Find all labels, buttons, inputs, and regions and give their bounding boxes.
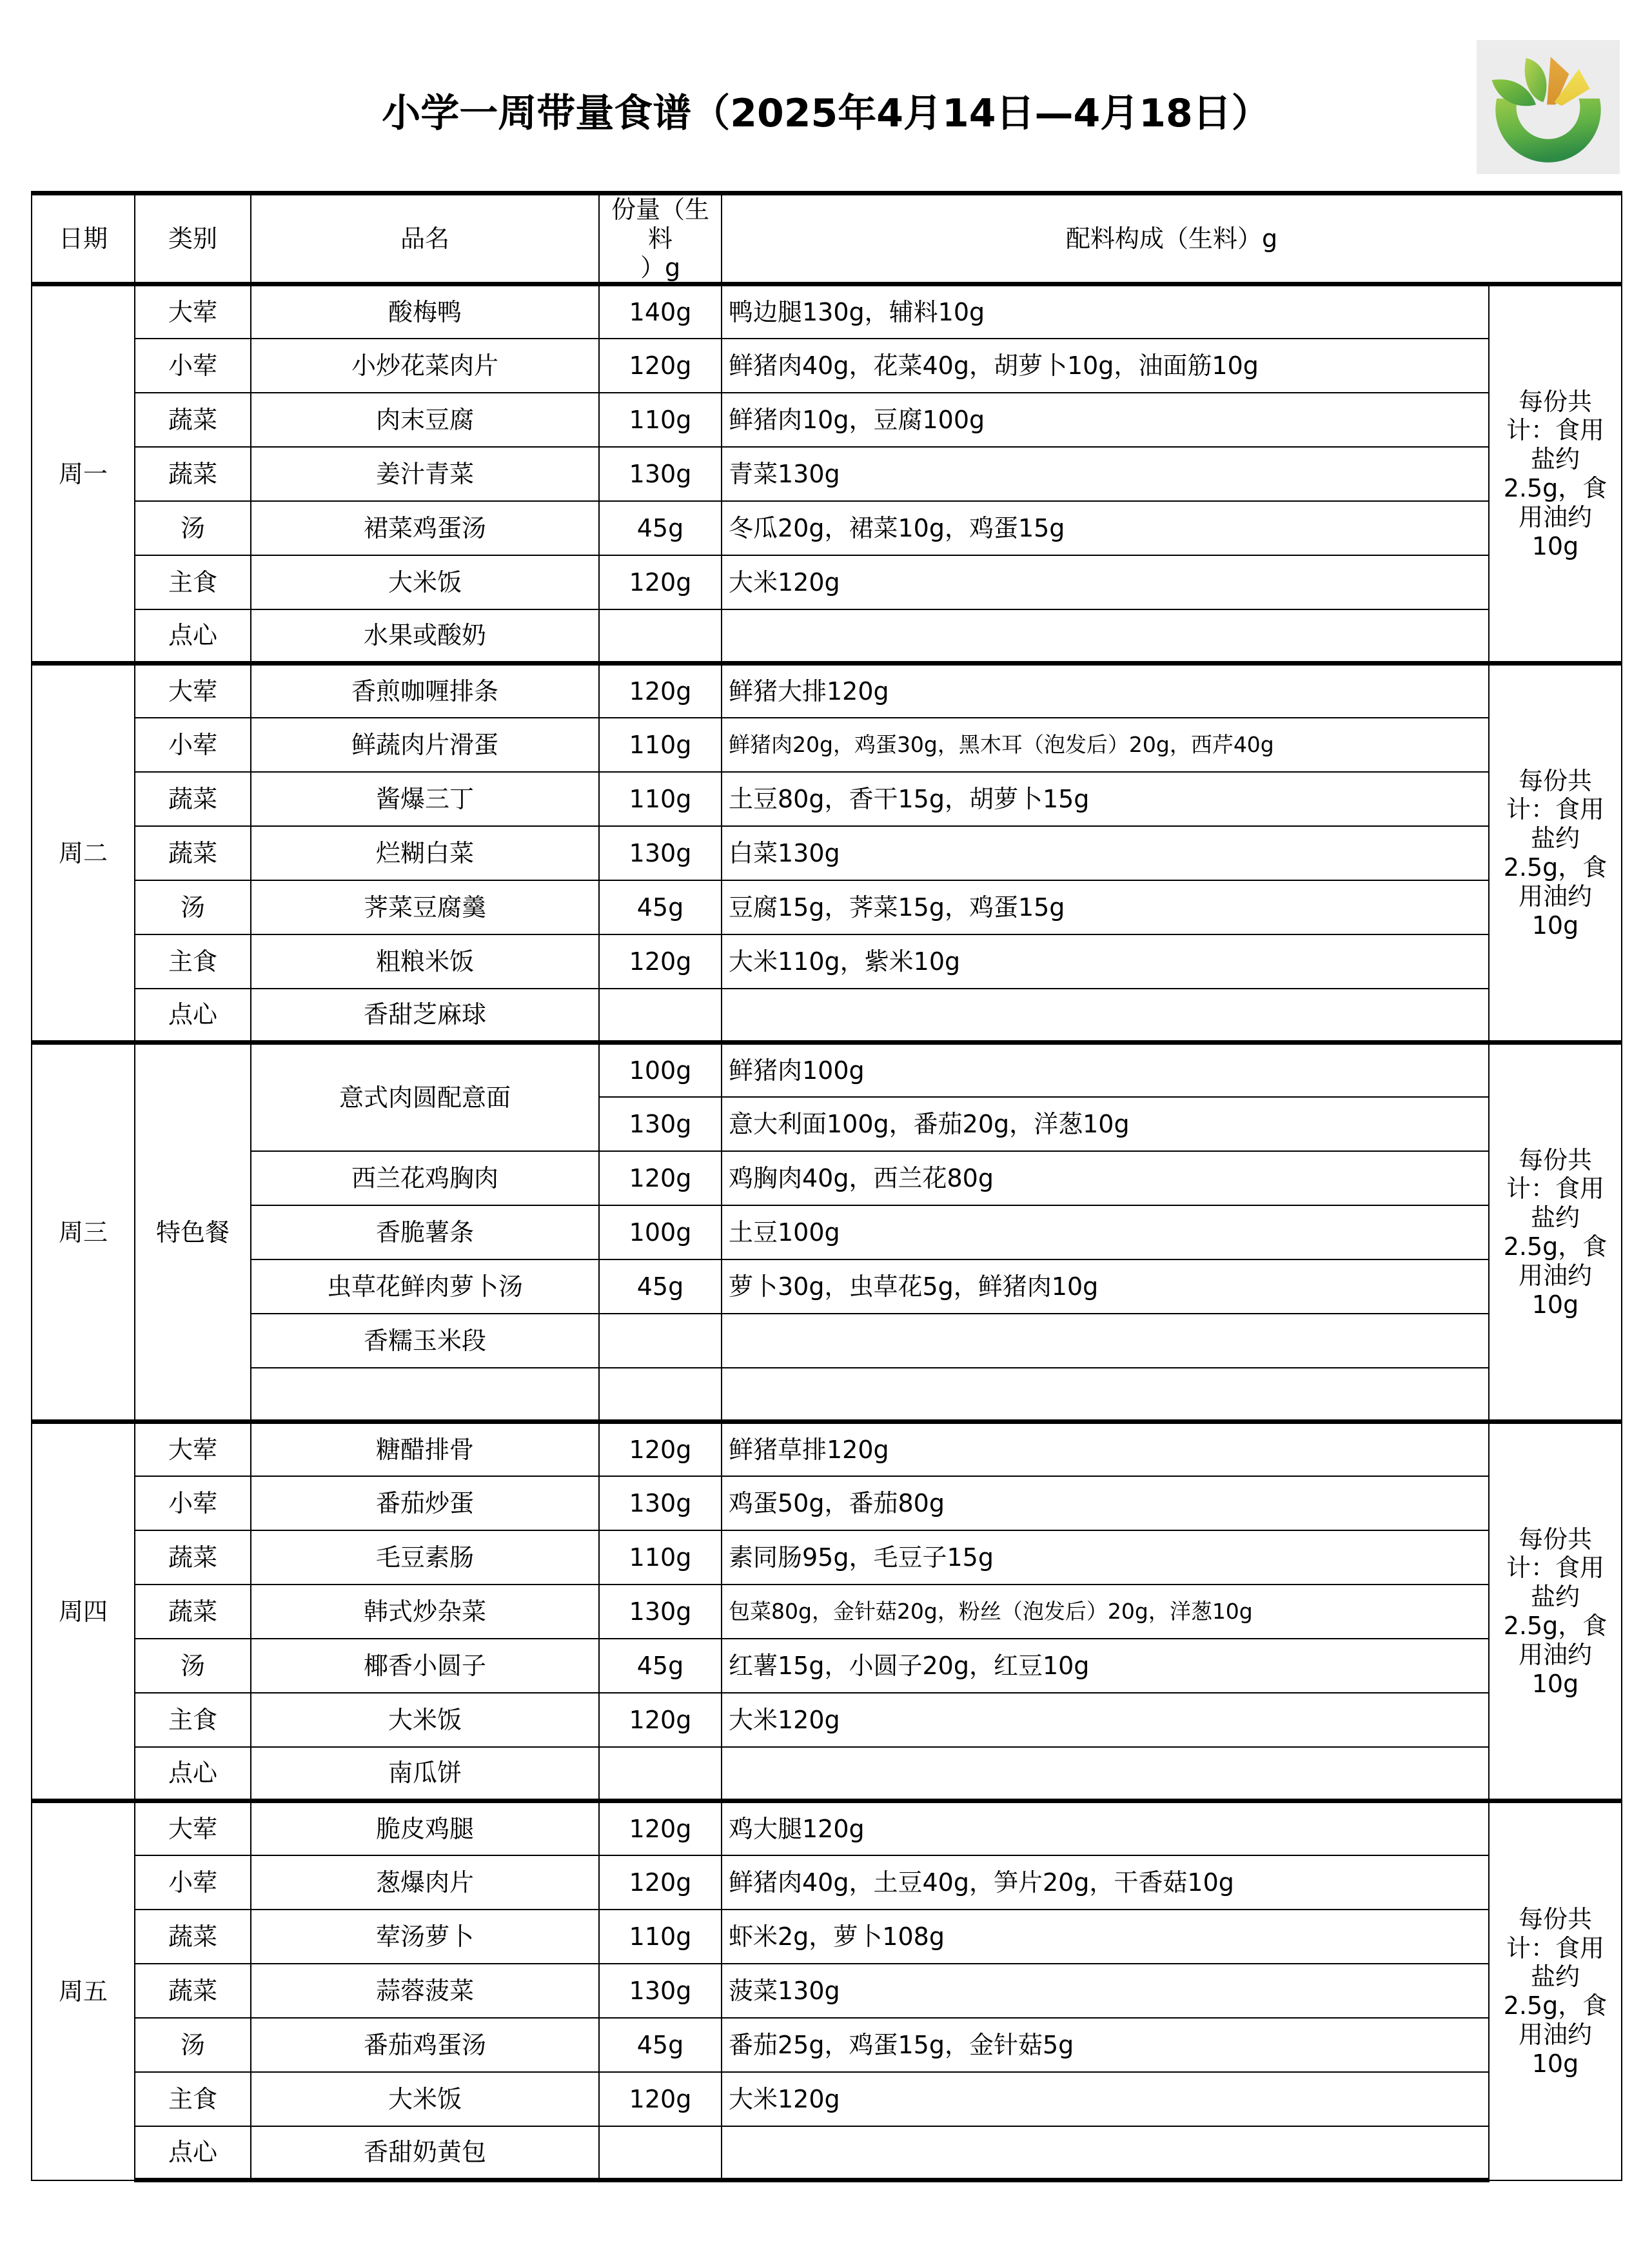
category-label: 点心 [135,2126,251,2180]
ingredients-value [722,609,1489,664]
per-portion-total-note: 每份共计：食用盐约2.5g，食用油约10g [1489,284,1622,664]
ingredients-value: 鸭边腿130g，辅料10g [722,284,1489,339]
ingredients-value: 虾米2g，萝卜108g [722,1910,1489,1964]
dish-name: 荤汤萝卜 [251,1910,599,1964]
portion-value: 45g [599,2018,722,2072]
table-row [32,1368,1622,1422]
table-row [32,934,1622,989]
ingredients-value: 土豆80g，香干15g，胡萝卜15g [722,772,1489,826]
table-row [32,2072,1622,2126]
dish-name: 香脆薯条 [251,1205,599,1259]
table-row [32,1476,1622,1530]
column-header-dish-name: 品名 [251,193,599,284]
ingredients-value: 大米120g [722,2072,1489,2126]
document-header [0,0,1652,174]
portion-value: 110g [599,1910,722,1964]
portion-value: 130g [599,1097,722,1151]
table-row [32,1205,1622,1259]
ingredients-value: 冬瓜20g，裙菜10g，鸡蛋15g [722,501,1489,555]
dish-name: 香糯玉米段 [251,1314,599,1368]
category-label: 点心 [135,1747,251,1801]
category-label: 主食 [135,555,251,609]
portion-value: 100g [599,1043,722,1097]
ingredients-value: 鲜猪肉20g，鸡蛋30g，黑木耳（泡发后）20g，西芹40g [722,718,1489,772]
dish-name: 香甜芝麻球 [251,989,599,1043]
ingredients-value [722,1314,1489,1368]
dish-name [251,1368,599,1422]
day-label: 周三 [32,1043,135,1422]
table-row [32,2126,1622,2180]
dish-name: 裙菜鸡蛋汤 [251,501,599,555]
ingredients-value: 鲜猪草排120g [722,1422,1489,1476]
table-header-row [32,193,1622,284]
per-portion-total-note: 每份共计：食用盐约2.5g，食用油约10g [1489,1422,1622,1801]
ingredients-value: 大米110g，紫米10g [722,934,1489,989]
portion-value: 45g [599,501,722,555]
dish-name: 毛豆素肠 [251,1530,599,1585]
dish-name: 烂糊白菜 [251,826,599,880]
dish-name: 酸梅鸭 [251,284,599,339]
column-header-date: 日期 [32,193,135,284]
category-label: 汤 [135,880,251,934]
category-label: 点心 [135,989,251,1043]
bowl-leaf-logo-icon [1487,46,1609,168]
portion-value: 120g [599,1422,722,1476]
category-label: 主食 [135,2072,251,2126]
column-header-category: 类别 [135,193,251,284]
portion-value: 140g [599,284,722,339]
portion-value: 120g [599,339,722,393]
category-label: 主食 [135,1693,251,1747]
day-label: 周一 [32,284,135,664]
category-label: 点心 [135,609,251,664]
dish-name: 荠菜豆腐羹 [251,880,599,934]
ingredients-value [722,989,1489,1043]
dish-name: 小炒花菜肉片 [251,339,599,393]
table-row [32,339,1622,393]
day-label: 周五 [32,1801,135,2180]
ingredients-value: 土豆100g [722,1205,1489,1259]
table-row [32,1151,1622,1205]
portion-value: 45g [599,1639,722,1693]
portion-value [599,1747,722,1801]
column-header-ingredients: 配料构成（生料）g [722,193,1622,284]
table-row [32,1530,1622,1585]
category-label: 特色餐 [135,1043,251,1422]
table-row [32,1314,1622,1368]
dish-name: 大米饭 [251,2072,599,2126]
table-row [32,1801,1622,1855]
ingredients-value [722,2126,1489,2180]
ingredients-value: 青菜130g [722,447,1489,501]
portion-value: 45g [599,880,722,934]
dish-name: 肉末豆腐 [251,393,599,447]
category-label: 大荤 [135,664,251,718]
dish-name: 糖醋排骨 [251,1422,599,1476]
portion-value [599,609,722,664]
ingredients-value: 素同肠95g，毛豆子15g [722,1530,1489,1585]
ingredients-value: 大米120g [722,1693,1489,1747]
ingredients-value: 鲜猪肉40g，花菜40g，胡萝卜10g，油面筋10g [722,339,1489,393]
category-label: 汤 [135,2018,251,2072]
table-row [32,1693,1622,1747]
dish-name: 水果或酸奶 [251,609,599,664]
portion-value [599,2126,722,2180]
portion-value: 130g [599,826,722,880]
menu-table-container [31,191,1621,2182]
dish-name: 鲜蔬肉片滑蛋 [251,718,599,772]
school-logo [1477,40,1620,174]
category-label: 蔬菜 [135,1530,251,1585]
ingredients-value: 鲜猪大排120g [722,664,1489,718]
ingredients-value [722,1368,1489,1422]
dish-name: 香甜奶黄包 [251,2126,599,2180]
ingredients-value: 鲜猪肉100g [722,1043,1489,1097]
dish-name: 南瓜饼 [251,1747,599,1801]
dish-name: 大米饭 [251,1693,599,1747]
table-row [32,1964,1622,2018]
category-label: 蔬菜 [135,1585,251,1639]
category-label: 大荤 [135,1422,251,1476]
portion-value: 120g [599,1801,722,1855]
dish-name: 虫草花鲜肉萝卜汤 [251,1259,599,1314]
weekly-menu-table [31,191,1622,2182]
table-row [32,1043,1622,1097]
dish-name: 蒜蓉菠菜 [251,1964,599,2018]
table-row [32,393,1622,447]
table-row [32,555,1622,609]
category-label: 蔬菜 [135,826,251,880]
dish-name: 西兰花鸡胸肉 [251,1151,599,1205]
ingredients-value: 大米120g [722,555,1489,609]
ingredients-value: 菠菜130g [722,1964,1489,2018]
table-row [32,501,1622,555]
dish-name: 姜汁青菜 [251,447,599,501]
portion-value: 130g [599,1585,722,1639]
table-row [32,447,1622,501]
per-portion-total-note: 每份共计：食用盐约2.5g，食用油约10g [1489,664,1622,1043]
category-label: 蔬菜 [135,772,251,826]
ingredients-value: 鲜猪肉40g，土豆40g，笋片20g，干香菇10g [722,1855,1489,1910]
dish-name: 意式肉圆配意面 [251,1043,599,1151]
dish-name: 韩式炒杂菜 [251,1585,599,1639]
category-label: 小荤 [135,1476,251,1530]
category-label: 蔬菜 [135,1964,251,2018]
category-label: 小荤 [135,339,251,393]
table-row [32,772,1622,826]
dish-name: 香煎咖喱排条 [251,664,599,718]
ingredients-value: 包菜80g，金针菇20g，粉丝（泡发后）20g，洋葱10g [722,1585,1489,1639]
table-row [32,1747,1622,1801]
page-title: 小学一周带量食谱（2025年4月14日—4月18日） [382,91,1270,136]
table-row [32,664,1622,718]
ingredients-value: 鸡蛋50g，番茄80g [722,1476,1489,1530]
table-row [32,1422,1622,1476]
dish-name: 椰香小圆子 [251,1639,599,1693]
ingredients-value: 豆腐15g，荠菜15g，鸡蛋15g [722,880,1489,934]
portion-value: 120g [599,555,722,609]
portion-value: 110g [599,718,722,772]
ingredients-value [722,1747,1489,1801]
table-row [32,1855,1622,1910]
category-label: 汤 [135,1639,251,1693]
table-row [32,1259,1622,1314]
ingredients-value: 鲜猪肉10g，豆腐100g [722,393,1489,447]
per-portion-total-note: 每份共计：食用盐约2.5g，食用油约10g [1489,1043,1622,1422]
portion-value: 120g [599,1151,722,1205]
table-row [32,826,1622,880]
portion-value [599,989,722,1043]
table-row [32,989,1622,1043]
day-label: 周二 [32,664,135,1043]
category-label: 主食 [135,934,251,989]
dish-name: 酱爆三丁 [251,772,599,826]
portion-value: 130g [599,1476,722,1530]
category-label: 蔬菜 [135,447,251,501]
category-label: 汤 [135,501,251,555]
portion-value: 100g [599,1205,722,1259]
ingredients-value: 萝卜30g，虫草花5g，鲜猪肉10g [722,1259,1489,1314]
category-label: 大荤 [135,284,251,339]
ingredients-value: 番茄25g，鸡蛋15g，金针菇5g [722,2018,1489,2072]
table-row [32,2018,1622,2072]
category-label: 小荤 [135,718,251,772]
portion-value: 110g [599,393,722,447]
portion-value: 120g [599,1693,722,1747]
portion-value [599,1314,722,1368]
portion-value: 45g [599,1259,722,1314]
ingredients-value: 白菜130g [722,826,1489,880]
portion-value: 120g [599,2072,722,2126]
dish-name: 番茄鸡蛋汤 [251,2018,599,2072]
per-portion-total-note: 每份共计：食用盐约2.5g，食用油约10g [1489,1801,1622,2180]
dish-name: 番茄炒蛋 [251,1476,599,1530]
day-label: 周四 [32,1422,135,1801]
category-label: 大荤 [135,1801,251,1855]
table-row [32,880,1622,934]
table-row [32,284,1622,339]
table-row [32,1585,1622,1639]
portion-value: 130g [599,447,722,501]
category-label: 蔬菜 [135,1910,251,1964]
table-row [32,1910,1622,1964]
portion-value: 120g [599,664,722,718]
portion-value: 120g [599,934,722,989]
table-row [32,1639,1622,1693]
category-label: 小荤 [135,1855,251,1910]
dish-name: 脆皮鸡腿 [251,1801,599,1855]
portion-value: 120g [599,1855,722,1910]
portion-value: 110g [599,772,722,826]
dish-name: 葱爆肉片 [251,1855,599,1910]
ingredients-value: 意大利面100g，番茄20g，洋葱10g [722,1097,1489,1151]
table-row [32,718,1622,772]
dish-name: 大米饭 [251,555,599,609]
ingredients-value: 红薯15g，小圆子20g，红豆10g [722,1639,1489,1693]
portion-value [599,1368,722,1422]
column-header-portion: 份量（生料 ）g [599,193,722,284]
table-row [32,609,1622,664]
dish-name: 粗粮米饭 [251,934,599,989]
portion-value: 110g [599,1530,722,1585]
ingredients-value: 鸡大腿120g [722,1801,1489,1855]
portion-value: 130g [599,1964,722,2018]
category-label: 蔬菜 [135,393,251,447]
ingredients-value: 鸡胸肉40g，西兰花80g [722,1151,1489,1205]
